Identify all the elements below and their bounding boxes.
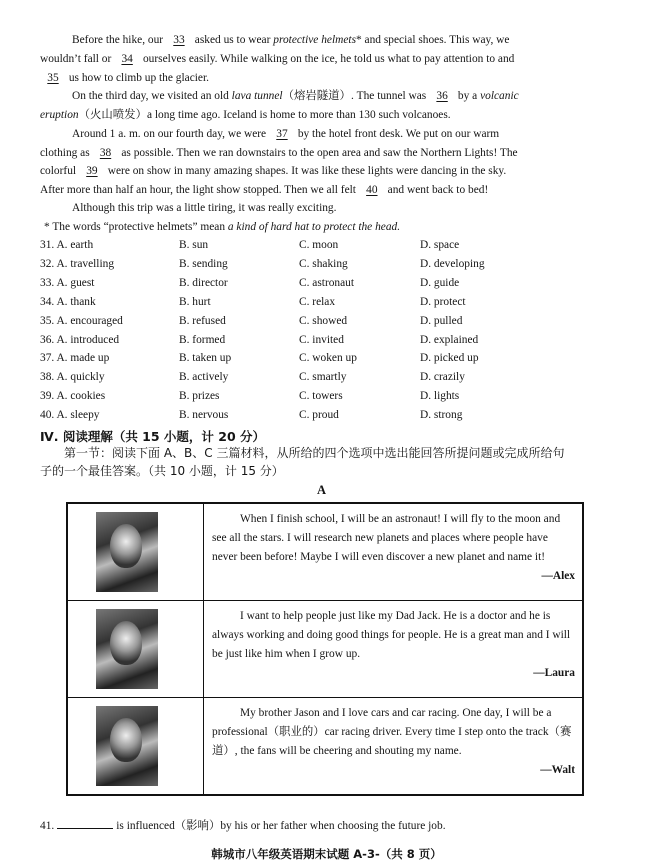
passage-line: wouldn’t fall or 34 ourselves easily. While walking on the ice, he told us what to pay attention to and: [40, 53, 515, 65]
passage-label: A: [317, 483, 327, 497]
section-instruction: 第一节：阅读下面 A、B、C 三篇材料，从所给的四个选项中选出能回答所提问题或完成所给句: [64, 446, 565, 460]
profile-text: My brother Jason and I love cars and car racing. One day, I will be a professional（职业的）car racing driver. Every time I step onto the track（赛道）, the fans will be cheering and shouting my name.: [212, 707, 572, 757]
question-option-a: 35. A. encouraged: [40, 314, 123, 327]
question-option-a: 36. A. introduced: [40, 333, 120, 346]
question-option-d: D. pulled: [420, 314, 463, 327]
question-option-c: C. astronaut: [299, 276, 355, 289]
question-option-a: 32. A. travelling: [40, 257, 115, 270]
portrait-image: [96, 609, 158, 689]
text-cell: [204, 503, 584, 601]
answer-blank: [57, 817, 113, 829]
signature: —Alex: [541, 570, 575, 582]
profile-text: When I finish school, I will be an astronaut! I will fly to the moon and see all the stars. I will research new planets and places where people have never been before! Maybe I will even discover a new planet and name it!: [212, 513, 561, 563]
passage-line: eruption（火山喷发）a long time ago. Iceland is home to more than 130 such volcanoes.: [40, 109, 451, 121]
question-option-d: D. developing: [420, 257, 485, 270]
question-option-b: B. refused: [179, 314, 226, 327]
question-option-c: C. shaking: [299, 257, 348, 270]
table-row: [67, 503, 583, 601]
question-option-a: 37. A. made up: [40, 352, 110, 365]
section-title: Ⅳ. 阅读理解（共 15 小题，计 20 分）: [40, 429, 266, 444]
question-option-c: C. smartly: [299, 371, 347, 384]
photo-cell: [67, 601, 204, 698]
photo-cell: [67, 698, 204, 796]
question-option-c: C. moon: [299, 239, 339, 251]
question-option-d: D. crazily: [420, 371, 465, 384]
footnote: * The words “protective helmets” mean a kind of hard hat to protect the head.: [44, 221, 401, 233]
passage-line: On the third day, we visited an old lava tunnel（熔岩隧道）. The tunnel was 36 by a volcanic: [72, 90, 519, 102]
question-option-b: B. actively: [179, 371, 229, 384]
question-option-a: 38. A. quickly: [40, 371, 105, 384]
text-cell: [204, 601, 584, 698]
question-option-b: B. formed: [179, 333, 226, 346]
question-option-a: 34. A. thank: [40, 295, 96, 308]
blank-33: 33: [173, 34, 185, 46]
question-option-c: C. invited: [299, 333, 344, 346]
blank-38: 38: [99, 147, 112, 159]
question-option-c: C. woken up: [299, 352, 357, 365]
question-option-b: B. sun: [179, 239, 209, 251]
table-row: [67, 601, 583, 698]
blank-40: 40: [366, 184, 378, 196]
profile-text: I want to help people just like my Dad Jack. He is a doctor and he is always working and doing good things for people. He is a great man and I will be just like him when I grow up.: [212, 610, 571, 660]
question-option-b: B. taken up: [179, 352, 232, 365]
question-option-d: D. explained: [420, 333, 479, 346]
signature: —Walt: [540, 764, 575, 776]
question-option-c: C. relax: [299, 295, 336, 308]
section-instruction: 子的一个最佳答案。（共 10 小题，计 15 分）: [40, 464, 284, 478]
question-option-b: B. hurt: [179, 295, 211, 308]
question-option-a: 40. A. sleepy: [40, 409, 100, 422]
question-option-b: B. prizes: [179, 390, 220, 403]
question-option-b: B. director: [179, 276, 228, 289]
portrait-image: [96, 512, 158, 592]
blank-35: 35: [47, 72, 59, 84]
table-row: [67, 698, 583, 796]
passage-line: colorful 39 were on show in many amazing shapes. It was like these lights were dancing in the sky.: [40, 165, 507, 177]
blank-36: 36: [436, 90, 448, 102]
passage-line: 35 us how to climb up the glacier.: [40, 70, 610, 86]
question-option-b: B. sending: [179, 257, 228, 270]
question-option-d: D. protect: [420, 295, 466, 308]
question-41: 41. is influenced（影响）by his or her father when choosing the future job.: [40, 817, 610, 834]
question-option-d: D. lights: [420, 390, 460, 403]
question-option-a: 31. A. earth: [40, 239, 94, 251]
question-option-d: D. strong: [420, 409, 463, 422]
portrait-image: [96, 706, 158, 786]
question-option-d: D. guide: [420, 276, 460, 289]
signature: —Laura: [533, 667, 575, 679]
question-option-c: C. proud: [299, 409, 339, 422]
passage-line: Before the hike, our 33 asked us to wear protective helmets* and special shoes. This way, we: [72, 34, 510, 46]
passage-line: Around 1 a. m. on our fourth day, we were 37 by the hotel front desk. We put on our warm: [72, 128, 500, 140]
question-option-a: 39. A. cookies: [40, 390, 106, 403]
blank-37: 37: [276, 128, 288, 140]
question-option-d: D. space: [420, 239, 460, 251]
profiles-table: [66, 502, 584, 796]
question-option-c: C. showed: [299, 314, 348, 327]
blank-39: 39: [86, 165, 98, 177]
question-option-c: C. towers: [299, 390, 343, 403]
question-option-a: 33. A. guest: [40, 276, 95, 289]
passage-line: After more than half an hour, the light show stopped. Then we all felt 40 and went back to bed!: [40, 184, 489, 196]
text-cell: [204, 698, 584, 796]
question-option-b: B. nervous: [179, 409, 229, 422]
question-option-d: D. picked up: [420, 352, 479, 365]
passage-line: Although this trip was a little tiring, it was really exciting.: [72, 202, 337, 214]
passage-line: clothing as 38 as possible. Then we ran downstairs to the open area and saw the Northern Lights! The: [40, 147, 518, 159]
page-footer: 韩城市八年级英语期末试题 A-3-（共 8 页）: [211, 847, 442, 861]
photo-cell: [67, 503, 204, 601]
blank-34: 34: [121, 53, 133, 65]
